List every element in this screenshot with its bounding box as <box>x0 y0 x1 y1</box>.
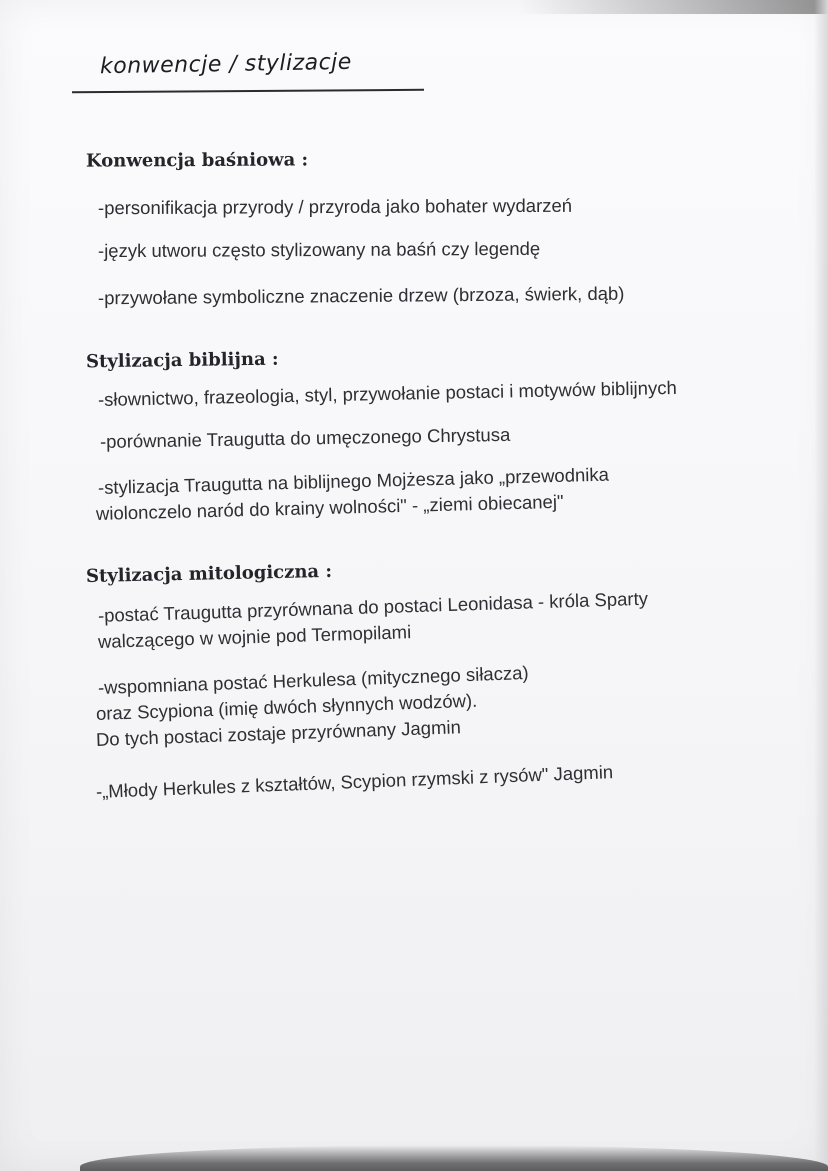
list-item: -postać Traugutta przyrównana do postaci Leonidasa - króla Sparty <box>97 587 649 626</box>
scan-shadow-top <box>520 0 828 14</box>
list-item: -przywołane symboliczne znaczenie drzew (brzoza, świerk, dąb) <box>97 282 625 309</box>
section-heading-biblijna: Stylizacja biblijna : <box>85 348 279 373</box>
list-item: -porównanie Traugutta do umęczonego Chrystusa <box>99 423 511 452</box>
list-item: -personifikacja przyrody / przyroda jako bohater wydarzeń <box>97 194 573 219</box>
list-item: -„Młody Herkules z kształtów, Scypion rzymski z rysów" Jagmin <box>95 761 614 802</box>
list-item: -stylizacja Traugutta na biblijnego Mojżesza jako „przewodnika <box>97 463 610 498</box>
list-item: -język utworu często stylizowany na baśń czy legendę <box>97 237 541 262</box>
section-heading-mitologiczna: Stylizacja mitologiczna : <box>85 560 333 587</box>
list-item: Do tych postaci zostaje przyrównany Jagmin <box>95 716 462 750</box>
section-heading-basniowa: Konwencja baśniowa : <box>85 149 309 172</box>
list-item: oraz Scypiona (imię dwóch słynnych wodzów). <box>95 689 478 724</box>
title-underline <box>72 89 424 93</box>
list-item: wiolonczelo naród do krainy wolności" - „ziemi obiecanej" <box>95 490 564 524</box>
list-item: walczącego w wojnie pod Termopilami <box>97 621 412 652</box>
page-title: konwencje / stylizacje <box>99 49 353 80</box>
scan-edge-right <box>814 0 828 1171</box>
scan-shadow-bottom <box>80 1145 828 1171</box>
list-item: -słownictwo, frazeologia, styl, przywołanie postaci i motywów biblijnych <box>97 376 677 410</box>
list-item: -wspomniana postać Herkulesa (mitycznego siłacza) <box>97 661 529 698</box>
